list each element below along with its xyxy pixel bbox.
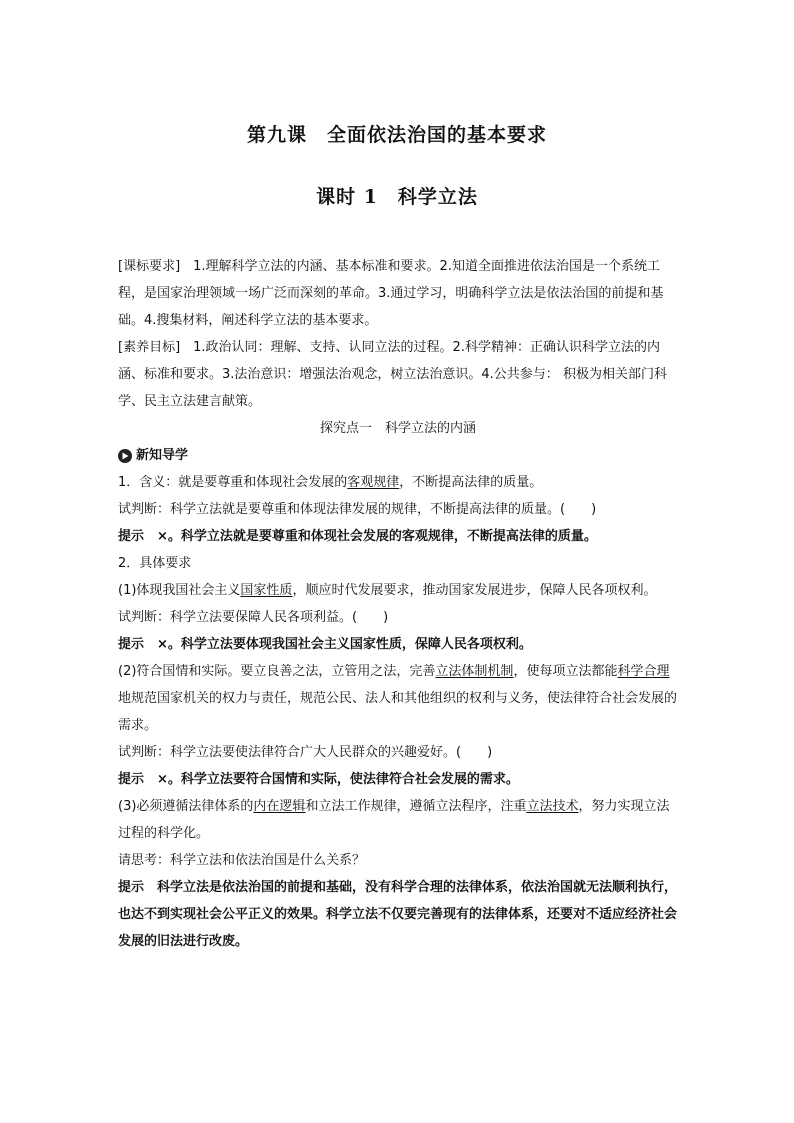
judge-question-3: 试判断：科学立法要使法律符合广大人民群众的兴趣爱好。( ): [118, 745, 493, 760]
requirement-1-text-end: ，顺应时代发展要求，推动国家发展进步，保障人民各项权利。: [292, 583, 657, 598]
requirement-2-text: (2)符合国情和实际。要立良善之法，立管用之法，完善: [118, 664, 436, 679]
underlined-term: 国家性质: [240, 583, 293, 598]
hint-4: 提示 科学立法是依法治国的前提和基础，没有科学合理的法律体系，依法治国就无法顺利执行，也达不到实现社会公平正义的效果。科学立法不仅要完善现有的法律体系，还要对不适应经济社会发展的旧法进行改废。: [118, 880, 678, 949]
definition-text-end: ，不断提高法律的质量。: [399, 475, 543, 490]
standards-tag: [课标要求]: [118, 259, 181, 274]
definition-paragraph: [118, 469, 678, 496]
requirement-3: [118, 793, 678, 847]
requirement-2-text-mid: ，使每项立法都能: [513, 664, 618, 679]
hint-1: 提示 ×。科学立法就是要尊重和体现社会发展的客观规律，不断提高法律的质量。: [118, 529, 597, 544]
literacy-text: 1.政治认同：理解、支持、认同立法的过程。2.科学精神：正确认识科学立法的内涵、标准和要求。3.法治意识：增强法治观念，树立法治意识。4.公共参与： 积极为相关部门科学、民主立法建言献策。: [118, 340, 667, 409]
definition-text: 1．含义：就是要尊重和体现社会发展的: [118, 475, 348, 490]
curriculum-standards: [118, 253, 678, 334]
requirement-3-text-end: ，努力实现立法过程的科学化。: [118, 799, 670, 841]
guide-heading: [118, 442, 678, 469]
hint-2: 提示 ×。科学立法要体现我国社会主义国家性质，保障人民各项权利。: [118, 637, 532, 652]
section-title: 探究点一 科学立法的内涵: [319, 421, 476, 436]
underlined-term: 客观规律: [347, 475, 400, 490]
lesson-subtitle: 课时 1 科学立法: [316, 186, 478, 208]
hint-3: 提示 ×。科学立法要符合国情和实际，使法律符合社会发展的需求。: [118, 772, 519, 787]
underlined-term: 立法技术: [526, 799, 579, 814]
literacy-tag: [素养目标]: [118, 340, 181, 355]
think-question: 请思考：科学立法和依法治国是什么关系？: [118, 853, 366, 868]
underlined-term: 科学合理: [617, 664, 670, 679]
judge-question-1: 试判断：科学立法就是要尊重和体现法律发展的规律，不断提高法律的质量。( ): [118, 502, 597, 517]
requirement-1: [118, 577, 678, 604]
requirement-3-text-mid: 和立法工作规律，遵循立法程序，注重: [305, 799, 527, 814]
standards-text: 1.理解科学立法的内涵、基本标准和要求。2.知道全面推进依法治国是一个系统工程，是国家治理领域一场广泛而深刻的革命。3.通过学习，明确科学立法是依法治国的前提和基础。4.搜集材料，阐述科学立法的基本要求。: [118, 259, 664, 328]
underlined-term: 内在逻辑: [253, 799, 306, 814]
requirement-2-text-end: 地规范国家机关的权力与责任，规范公民、法人和其他组织的权利与义务，使法律符合社会发展的需求。: [118, 691, 678, 733]
requirement-1-text: (1)体现我国社会主义: [118, 583, 241, 598]
guide-heading-label: 新知导学: [136, 448, 189, 463]
lesson-title: 第九课 全面依法治国的基本要求: [246, 124, 547, 146]
content-body: [118, 253, 678, 955]
judge-question-2: 试判断：科学立法要保障人民各项利益。( ): [118, 610, 389, 625]
requirement-3-text: (3)必须遵循法律体系的: [118, 799, 254, 814]
play-icon: [118, 449, 132, 463]
requirement-2: [118, 658, 678, 739]
requirements-heading: 2．具体要求: [118, 556, 192, 571]
literacy-goals: [118, 334, 678, 415]
underlined-term: 立法体制机制: [435, 664, 514, 679]
